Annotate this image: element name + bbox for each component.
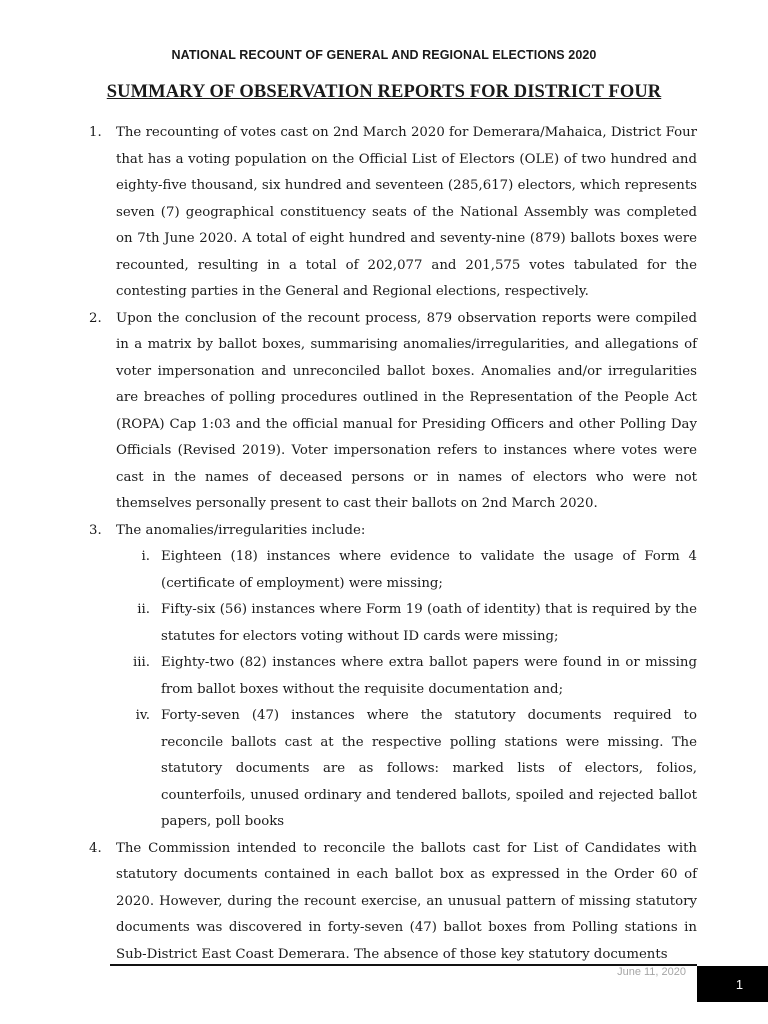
list-item [89,544,697,597]
irregularities-list [89,544,697,836]
paragraph-text: The anomalies/irregularities include: [116,522,366,538]
footer-date: June 11, 2020 [617,966,686,978]
paragraph-4 [89,836,697,969]
list-item-number: i. [141,549,150,564]
list-item-number: ii. [137,602,150,617]
paragraph-text: Upon the conclusion of the recount process, 879 observation reports were compiled in a matrix by ballot boxes, summarising anomalies/irregularities, and allegations of voter impersonation and unreconciled ballot boxes. Anomalies and/or irregularities are breaches of polling procedures outlined in the Representation of the People Act (ROPA) Cap 1:03 and the official manual for Presiding Officers and other Polling Day Officials (Revised 2019). Voter impersonation refers to instances where votes were cast in the names of deceased persons or in names of electors who were not themselves personally present to cast their ballots on 2nd March 2020. [116,310,697,511]
running-header: NATIONAL RECOUNT OF GENERAL AND REGIONAL ELECTIONS 2020 [171,48,597,62]
list-item [89,650,697,703]
list-item [89,703,697,836]
list-item-number: iii. [133,655,150,670]
paragraph-number: 1. [89,125,102,140]
paragraph-number: 4. [89,840,102,856]
paragraph-3 [89,518,697,545]
list-item [89,597,697,650]
paragraph-text: The Commission intended to reconcile the ballots cast for List of Candidates with statutory documents contained in each ballot box as expressed in the Order 60 of 2020. However, during the recount exercise, an unusual pattern of missing statutory documents was discovered in forty-seven (47) ballot boxes from Polling stations in Sub-District East Coast Demerara. The absence of those key statutory documents [116,840,697,962]
page-number: 1 [735,976,744,992]
list-item-text: Fifty-six (56) instances where Form 19 (oath of identity) that is required by the statutes for electors voting without ID cards were missing; [161,602,697,644]
document-title: SUMMARY OF OBSERVATION REPORTS FOR DISTRICT FOUR [106,82,662,102]
list-item-text: Forty-seven (47) instances where the statutory documents required to reconcile ballots cast at the respective polling stations were missing. The statutory documents are as follows: marked lists of electors, folios, counterfoils, unused ordinary and tendered ballots, spoiled and rejected ballot papers, poll books [161,708,697,829]
paragraph-1 [89,120,697,306]
list-item-text: Eighty-two (82) instances where extra ballot papers were found in or missing from ballot boxes without the requisite documentation and; [161,655,697,697]
paragraph-number: 3. [89,522,102,538]
document-body [89,120,697,968]
list-item-text: Eighteen (18) instances where evidence to validate the usage of Form 4 (certificate of employment) were missing; [161,549,697,591]
page-number-badge [697,966,768,1002]
list-item-number: iv. [135,708,150,723]
paragraph-2 [89,306,697,518]
paragraph-text: The recounting of votes cast on 2nd March 2020 for Demerara/Mahaica, District Four that has a voting population on the Official List of Electors (OLE) of two hundred and eighty-five thousand, six hundred and seventeen (285,617) electors, which represents seven (7) geographical constituency seats of the National Assembly was completed on 7th June 2020. A total of eight hundred and seventy-nine (879) ballots boxes were recounted, resulting in a total of 202,077 and 201,575 votes tabulated for the contesting parties in the General and Regional elections, respectively. [116,125,697,299]
paragraph-number: 2. [89,310,102,326]
